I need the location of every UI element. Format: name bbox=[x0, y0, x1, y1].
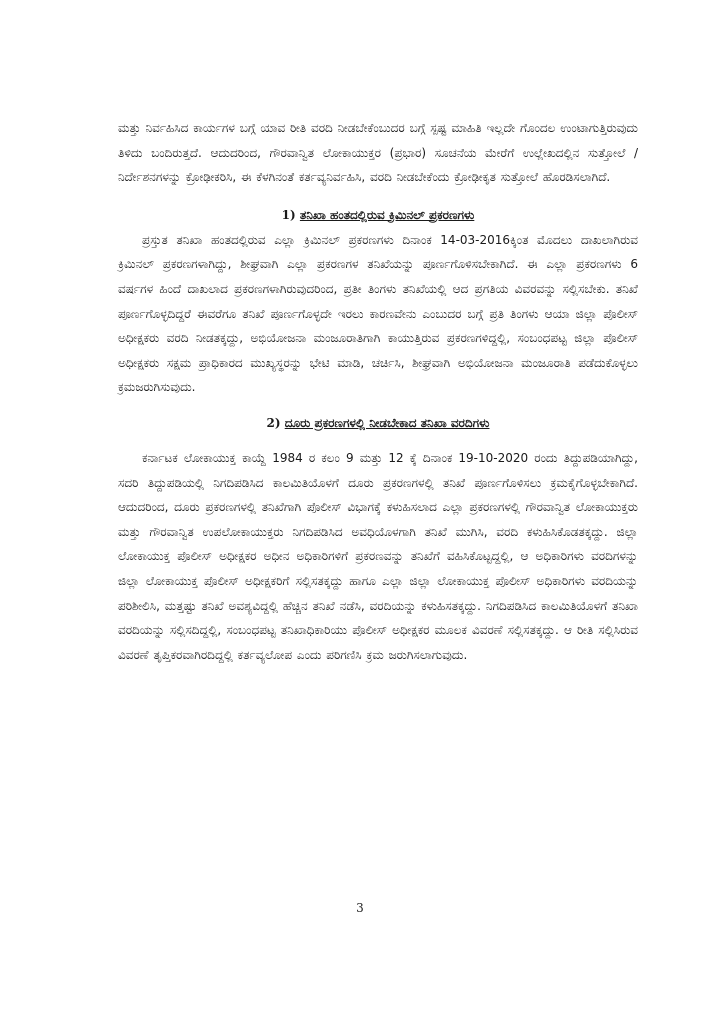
section-1-paragraph: ಪ್ರಸ್ತುತ ತನಿಖಾ ಹಂತದಲ್ಲಿರುವ ಎಲ್ಲಾ ಕ್ರಿಮಿನಲ್ ಪ್ರಕರಣಗಳು ದಿನಾಂಕ 14-03-2016ಕ್ಕಿಂತ ಮೊದಲು ದಾಖಲಾಗಿರುವ ಕ್ರಿಮಿನಲ್ ಪ್ರಕರಣಗಳಾಗಿದ್ದು, ಶೀಘ್ರವಾಗಿ ಎಲ್ಲಾ ಪ್ರಕರಣಗಳ ತನಿಖೆಯನ್ನು ಪೂರ್ಣಗೊಳಿಸಬೇಕಾಗಿದೆ. ಈ ಎಲ್ಲಾ ಪ್ರಕರಣಗಳು 6 ವರ್ಷಗಳ ಹಿಂದೆ ದಾಖಲಾದ ಪ್ರಕರಣಗಳಾಗಿರುವುದರಿಂದ, ಪ್ರತೀ ತಿಂಗಳು ತನಿಖೆಯಲ್ಲಿ ಆದ ಪ್ರಗತಿಯ ವಿವರವನ್ನು ಸಲ್ಲಿಸಬೇಕು. ತನಿಖೆ ಪೂರ್ಣಗೊಳ್ಳದಿದ್ದರೆ ಈವರೆಗೂ ತನಿಖೆ ಪೂರ್ಣಗೊಳ್ಳದೇ ಇರಲು ಕಾರಣವೇನು ಎಂಬುದರ ಬಗ್ಗೆ ಪ್ರತಿ ತಿಂಗಳು ಆಯಾ ಜಿಲ್ಲಾ ಪೊಲೀಸ್ ಅಧೀಕ್ಷಕರು ವರದಿ ನೀಡತಕ್ಕದ್ದು, ಅಭಿಯೋಜನಾ ಮಂಜೂರಾತಿಗಾಗಿ ಕಾಯುತ್ತಿರುವ ಪ್ರಕರಣಗಳಿದ್ದಲ್ಲಿ, ಸಂಬಂಧಪಟ್ಟ ಜಿಲ್ಲಾ ಪೊಲೀಸ್ ಅಧೀಕ್ಷಕರು ಸಕ್ಷಮ ಪ್ರಾಧಿಕಾರದ ಮುಖ್ಯಸ್ಥರನ್ನು ಭೇಟಿ ಮಾಡಿ, ಚರ್ಚಿಸಿ, ಶೀಘ್ರವಾಗಿ ಅಭಿಯೋಜನಾ ಮಂಜೂರಾತಿ ಪಡೆದುಕೊಳ್ಳಲು ಕ್ರಮಜರುಗಿಸುವುದು. bbox=[118, 232, 638, 395]
section-2-number: 2) bbox=[266, 415, 281, 430]
section-1-heading bbox=[118, 203, 638, 227]
page-number: 3 bbox=[356, 901, 364, 915]
section-1-number: 1) bbox=[281, 207, 296, 222]
document-page bbox=[118, 116, 638, 667]
section-1-title: ತನಿಖಾ ಹಂತದಲ್ಲಿರುವ ಕ್ರಿಮಿನಲ್ ಪ್ರಕರಣಗಳು bbox=[299, 207, 475, 222]
section-2-paragraph: ಕರ್ನಾಟಕ ಲೋಕಾಯುಕ್ತ ಕಾಯ್ದೆ 1984 ರ ಕಲಂ 9 ಮತ್ತು 12 ಕ್ಕೆ ದಿನಾಂಕ 19-10-2020 ರಂದು ತಿದ್ದುಪಡಿಯಾಗಿದ್ದು, ಸದರಿ ತಿದ್ದುಪಡಿಯಲ್ಲಿ ನಿಗದಿಪಡಿಸಿದ ಕಾಲಮಿತಿಯೊಳಗೆ ದೂರು ಪ್ರಕರಣಗಳಲ್ಲಿ ತನಿಖೆ ಪೂರ್ಣಗೊಳಿಸಲು ಕ್ರಮಕೈಗೊಳ್ಳಬೇಕಾಗಿದೆ. ಆದುದರಿಂದ, ದೂರು ಪ್ರಕರಣಗಳಲ್ಲಿ ತನಿಖೆಗಾಗಿ ಪೊಲೀಸ್ ವಿಭಾಗಕ್ಕೆ ಕಳುಹಿಸಲಾದ ಎಲ್ಲಾ ಪ್ರಕರಣಗಳಲ್ಲಿ ಗೌರವಾನ್ವಿತ ಲೋಕಾಯುಕ್ತರು ಮತ್ತು ಗೌರವಾನ್ವಿತ ಉಪಲೋಕಾಯುಕ್ತರು ನಿಗದಿಪಡಿಸಿದ ಅವಧಿಯೊಳಗಾಗಿ ತನಿಖೆ ಮುಗಿಸಿ, ವರದಿ ಕಳುಹಿಸಿಕೊಡತಕ್ಕದ್ದು. ಜಿಲ್ಲಾ ಲೋಕಾಯುಕ್ತ ಪೊಲೀಸ್ ಅಧೀಕ್ಷಕರ ಅಧೀನ ಅಧಿಕಾರಿಗಳಿಗೆ ಪ್ರಕರಣವನ್ನು ತನಿಖೆಗೆ ವಹಿಸಿಕೊಟ್ಟದ್ದಲ್ಲಿ, ಆ ಅಧಿಕಾರಿಗಳು ವರದಿಗಳನ್ನು ಜಿಲ್ಲಾ ಲೋಕಾಯುಕ್ತ ಪೊಲೀಸ್ ಅಧೀಕ್ಷಕರಿಗೆ ಸಲ್ಲಿಸತಕ್ಕದ್ದು ಹಾಗೂ ಎಲ್ಲಾ ಜಿಲ್ಲಾ ಲೋಕಾಯುಕ್ತ ಪೊಲೀಸ್ ಅಧಿಕಾರಿಗಳು ವರದಿಯನ್ನು ಪರಿಶೀಲಿಸಿ, ಮತ್ತಷ್ಟು ತನಿಖೆ ಅವಶ್ಯವಿದ್ದಲ್ಲಿ ಹೆಚ್ಚಿನ ತನಿಖೆ ನಡೆಸಿ, ವರದಿಯನ್ನು ಕಳುಹಿಸತಕ್ಕದ್ದು. ನಿಗದಿಪಡಿಸಿದ ಕಾಲಮಿತಿಯೊಳಗೆ ತನಿಖಾ ವರದಿಯನ್ನು ಸಲ್ಲಿಸದಿದ್ದಲ್ಲಿ, ಸಂಬಂಧಪಟ್ಟ ತನಿಖಾಧಿಕಾರಿಯು ಪೊಲೀಸ್ ಅಧೀಕ್ಷಕರ ಮೂಲಕ ವಿವರಣೆ ಸಲ್ಲಿಸತಕ್ಕದ್ದು. ಆ ರೀತಿ ಸಲ್ಲಿಸಿರುವ ವಿವರಣೆ ತೃಪ್ತಿಕರವಾಗಿರದಿದ್ದಲ್ಲಿ ಕರ್ತವ್ಯಲೋಪ ಎಂದು ಪರಿಗಣಿಸಿ ಕ್ರಮ ಜರುಗಿಸಲಾಗುವುದು. bbox=[118, 450, 638, 662]
section-2-heading bbox=[118, 411, 638, 435]
intro-paragraph: ಮತ್ತು ನಿರ್ವಹಿಸಿದ ಕಾರ್ಯಗಳ ಬಗ್ಗೆ ಯಾವ ರೀತಿ ವರದಿ ನೀಡಬೇಕೆಂಬುದರ ಬಗ್ಗೆ ಸ್ಪಷ್ಟ ಮಾಹಿತಿ ಇಲ್ಲದೇ ಗೊಂದಲ ಉಂಟಾಗುತ್ತಿರುವುದು ತಿಳಿದು ಬಂದಿರುತ್ತದೆ. ಆದುದರಿಂದ, ಗೌರವಾನ್ವಿತ ಲೋಕಾಯುಕ್ತರ (ಪ್ರಭಾರ) ಸೂಚನೆಯ ಮೇರೆಗೆ ಉಲ್ಲೇಖದಲ್ಲಿನ ಸುತ್ತೋಲೆ / ನಿರ್ದೇಶನಗಳನ್ನು ಕ್ರೋಢೀಕರಿಸಿ, ಈ ಕೆಳಗಿನಂತೆ ಕರ್ತವ್ಯನಿರ್ವಹಿಸಿ, ವರದಿ ನೀಡಬೇಕೆಂದು ಕ್ರೋಢೀಕೃತ ಸುತ್ತೋಲೆ ಹೊರಡಿಸಲಾಗಿದೆ. bbox=[118, 121, 638, 185]
section-2-title: ದೂರು ಪ್ರಕರಣಗಳಲ್ಲಿ ನೀಡಬೇಕಾದ ತನಿಖಾ ವರದಿಗಳು bbox=[284, 415, 490, 430]
